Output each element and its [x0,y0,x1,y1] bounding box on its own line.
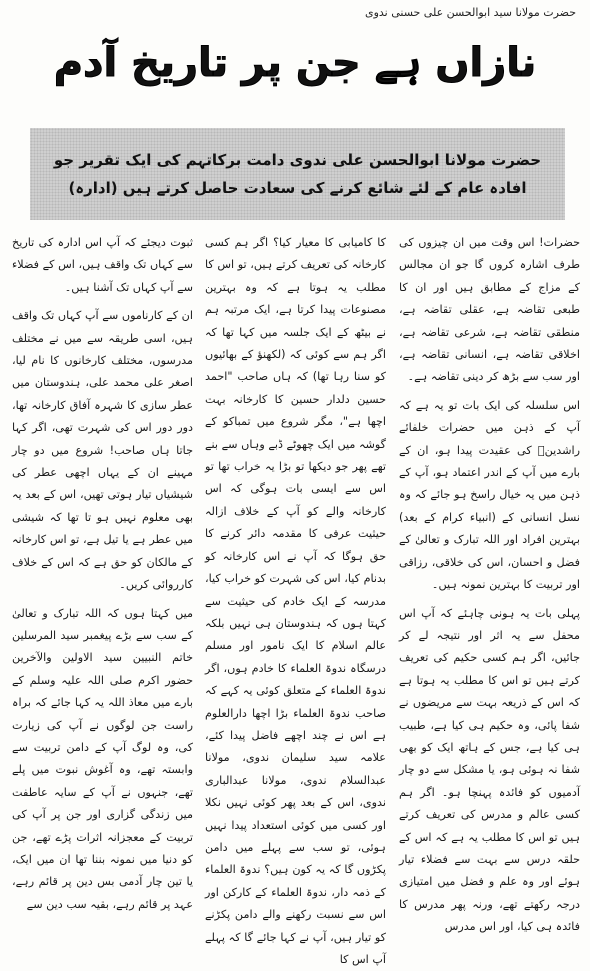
article-title [0,40,590,86]
intro-banner: حضرت مولانا ابوالحسن علی ندوی دامت برکاتہم کی ایک تقریر جو افادہ عام کے لئے شائع کرنے کی سعادت حاصل کرتے ہیں (ادارہ) [30,128,565,220]
paragraph: کا کامیابی کا معیار کیا؟ اگر ہم کسی کارخانہ کی تعریف کرتے ہیں، تو اس کا مطلب یہ ہوتا ہے کہ وہ بہترین مصنوعات پیدا کرتا ہے، ایک مرتبہ ہم نے بیٹھ کے ایک جلسہ میں کہا تھا کہ اگر ہم سے کوئی کہ (لکھنؤ کے بھائیوں کو سنا رہا تھا) کہ ہاں صاحب "احمد حسین دلدار حسین کا کارخانہ بہت اچھا ہے"، مگر شروع میں تمباکو کے گوشہ میں ایک چھوٹے ڈبے وہاں سے بنے تھے پھر جو دیکھا تو بڑا یہ خراب تھا تو اس سے ایسی بات ہوگی کہ اس کارخانہ والے کو آپ کے خلاف ازالہ حیثیت عرفی کا مقدمہ دائر کرنے کا حق ہوگا کہ آپ نے اس کارخانہ کو بدنام کیا، اس کی شہرت کو خراب کیا، مدرسہ کے ایک خادم کی حیثیت سے کہتا ہوں کہ ہندوستان ہی نہیں بلکہ عالم اسلام کا ایک نامور اور مسلم درسگاہ ندوۃ العلماء کا خادم ہوں، اگر ندوۃ العلماء کے متعلق کوئی یہ کہے کہ صاحب ندوۃ العلماء بڑا اچھا دارالعلوم ہے اس نے چند اچھے فاضل پیدا کئے، علامہ سید سلیمان ندوی، مولانا عبدالسلام ندوی، مولانا عبدالباری ندوی، اس کے بعد پھر کوئی نہیں نکلا اور کسی میں کوئی استعداد پیدا نہیں ہوئی، تو سب سے پہلے میں دامن پکڑوں گا کہ یہ کون ہیں؟ ندوۃ العلماء کے ذمہ دار، ندوۃ العلماء کے کارکن اور اس سے نسبت رکھنے والے دامن پکڑنے کو تیار ہیں، آپ نے کہا جائے گا کہ پہلے آپ اس کا [205,236,386,966]
paragraph: اس سلسلہ کی ایک بات تو یہ ہے کہ آپ کے ذہن میں حضرات خلفائے راشدینؓ کی عقیدت پیدا ہو، ان کے بارے میں آپ کے اندر اعتماد ہو، آپ کے ذہن میں یہ خیال راسخ ہو جائے کہ وہ نسل انسانی کے (انبیاء کرام کے بعد) بہترین افراد اور اللہ تبارک و تعالیٰ کے فضل و احسان، اس کی خلاقی، رزاقی اور تربیت کا بہترین نمونہ ہیں۔ [399,398,580,592]
paragraph: میں کہتا ہوں کہ اللہ تبارک و تعالیٰ کے سب سے بڑے پیغمبر سید المرسلین خاتم النبیین سید الاولین والآخرین حضور اکرم صلی اللہ علیہ وسلم کے بارے میں معاذ اللہ یہ کہا جائے کہ براہ راست جن لوگوں نے آپ کی زیارت کی، وہ لوگ آپ کے دامن تربیت سے وابستہ تھے، وہ آغوش نبوت میں پلے تھے، جنہوں نے آپ کے سایہ عاطفت میں زندگی گزاری اور جن پر آپ کی تربیت کے معجزانہ اثرات پڑے تھے، جن کو دنیا میں نمونہ بننا تھا ان میں ایک، یا تین چار آدمی بس دین پر قائم رہے، عہد پر قائم رہے، بقیہ سب دین سے [12,606,193,911]
column-2 [205,232,386,966]
paragraph: حضرات! اس وقت میں ان چیزوں کی طرف اشارہ کروں گا جو ان مجالس کے مزاج کے مطابق ہیں اور ان کا طبعی تقاضہ ہے، عقلی تقاضہ ہے، منطقی تقاضہ ہے، شرعی تقاضہ ہے، اخلاقی تقاضہ ہے، انسانی تقاضہ ہے، اور سب سے بڑھ کر دینی تقاضہ ہے۔ [399,236,580,384]
column-3 [12,232,193,911]
paragraph: ثبوت دیجئے کہ آپ اس ادارہ کی تاریخ سے کہاں تک واقف ہیں، اس کے فضلاء سے آپ کہاں تک آشنا ہیں۔ [12,236,193,294]
article-columns [12,232,580,966]
article-title-text: نازاں ہے جن پر تاریخ آدم [53,40,537,86]
author-line: حضرت مولانا سید ابوالحسن علی حسنی ندوی [364,6,576,19]
paragraph: ان کے کارناموں سے آپ کہاں تک واقف ہیں، اسی طریقہ سے میں نے مختلف مدرسوں، مختلف کارخانوں کا نام لیا، اصغر علی محمد علی، ہندوستان میں عطر سازی کا شہرہ آفاق کارخانہ تھا، دور دور اس کی شہرت تھی، اگر کہا جاتا ہاں صاحب! شروع میں دو چار مہینے ان کے یہاں اچھی عطر کی شیشیاں تیار ہوتی تھیں، اس کے بعد یہ بھی معلوم نہیں ہو تا تھا کہ شیشی میں عطر ہے یا تیل ہے، تو اس کارخانہ کے مالکان کو حق ہے کہ اس کے خلاف کارروائی کریں۔ [12,309,193,592]
column-1 [398,232,580,934]
paragraph: پہلی بات یہ ہونی چاہئے کہ آپ اس محفل سے یہ اثر اور نتیجہ لے کر جائیں، اگر ہم کسی حکیم کی تعریف کرتے ہیں تو اس کا مطلب یہ ہوتا ہے کہ اس کے ذریعہ بہت سے مریضوں نے شفا پائی، وہ حکیم ہی کیا ہے، طبیب ہی کیا ہے، جس کے ہاتھ ایک کو بھی شفا نہ ہوئی ہو، یا مشکل سے دو چار آدمیوں کو فائدہ پہنچا ہو۔ اگر ہم کسی عالم و مدرس کی تعریف کرتے ہیں تو اس کا مطلب یہ ہے کہ اس کے حلقہ درس سے بہت سے فضلاء تیار ہوئے اور وہ علم و فضل میں امتیازی درجہ رکھتے تھے، ورنہ پھر مدرس کا فائدہ ہی کیا، اور اس مدرس [399,606,580,934]
